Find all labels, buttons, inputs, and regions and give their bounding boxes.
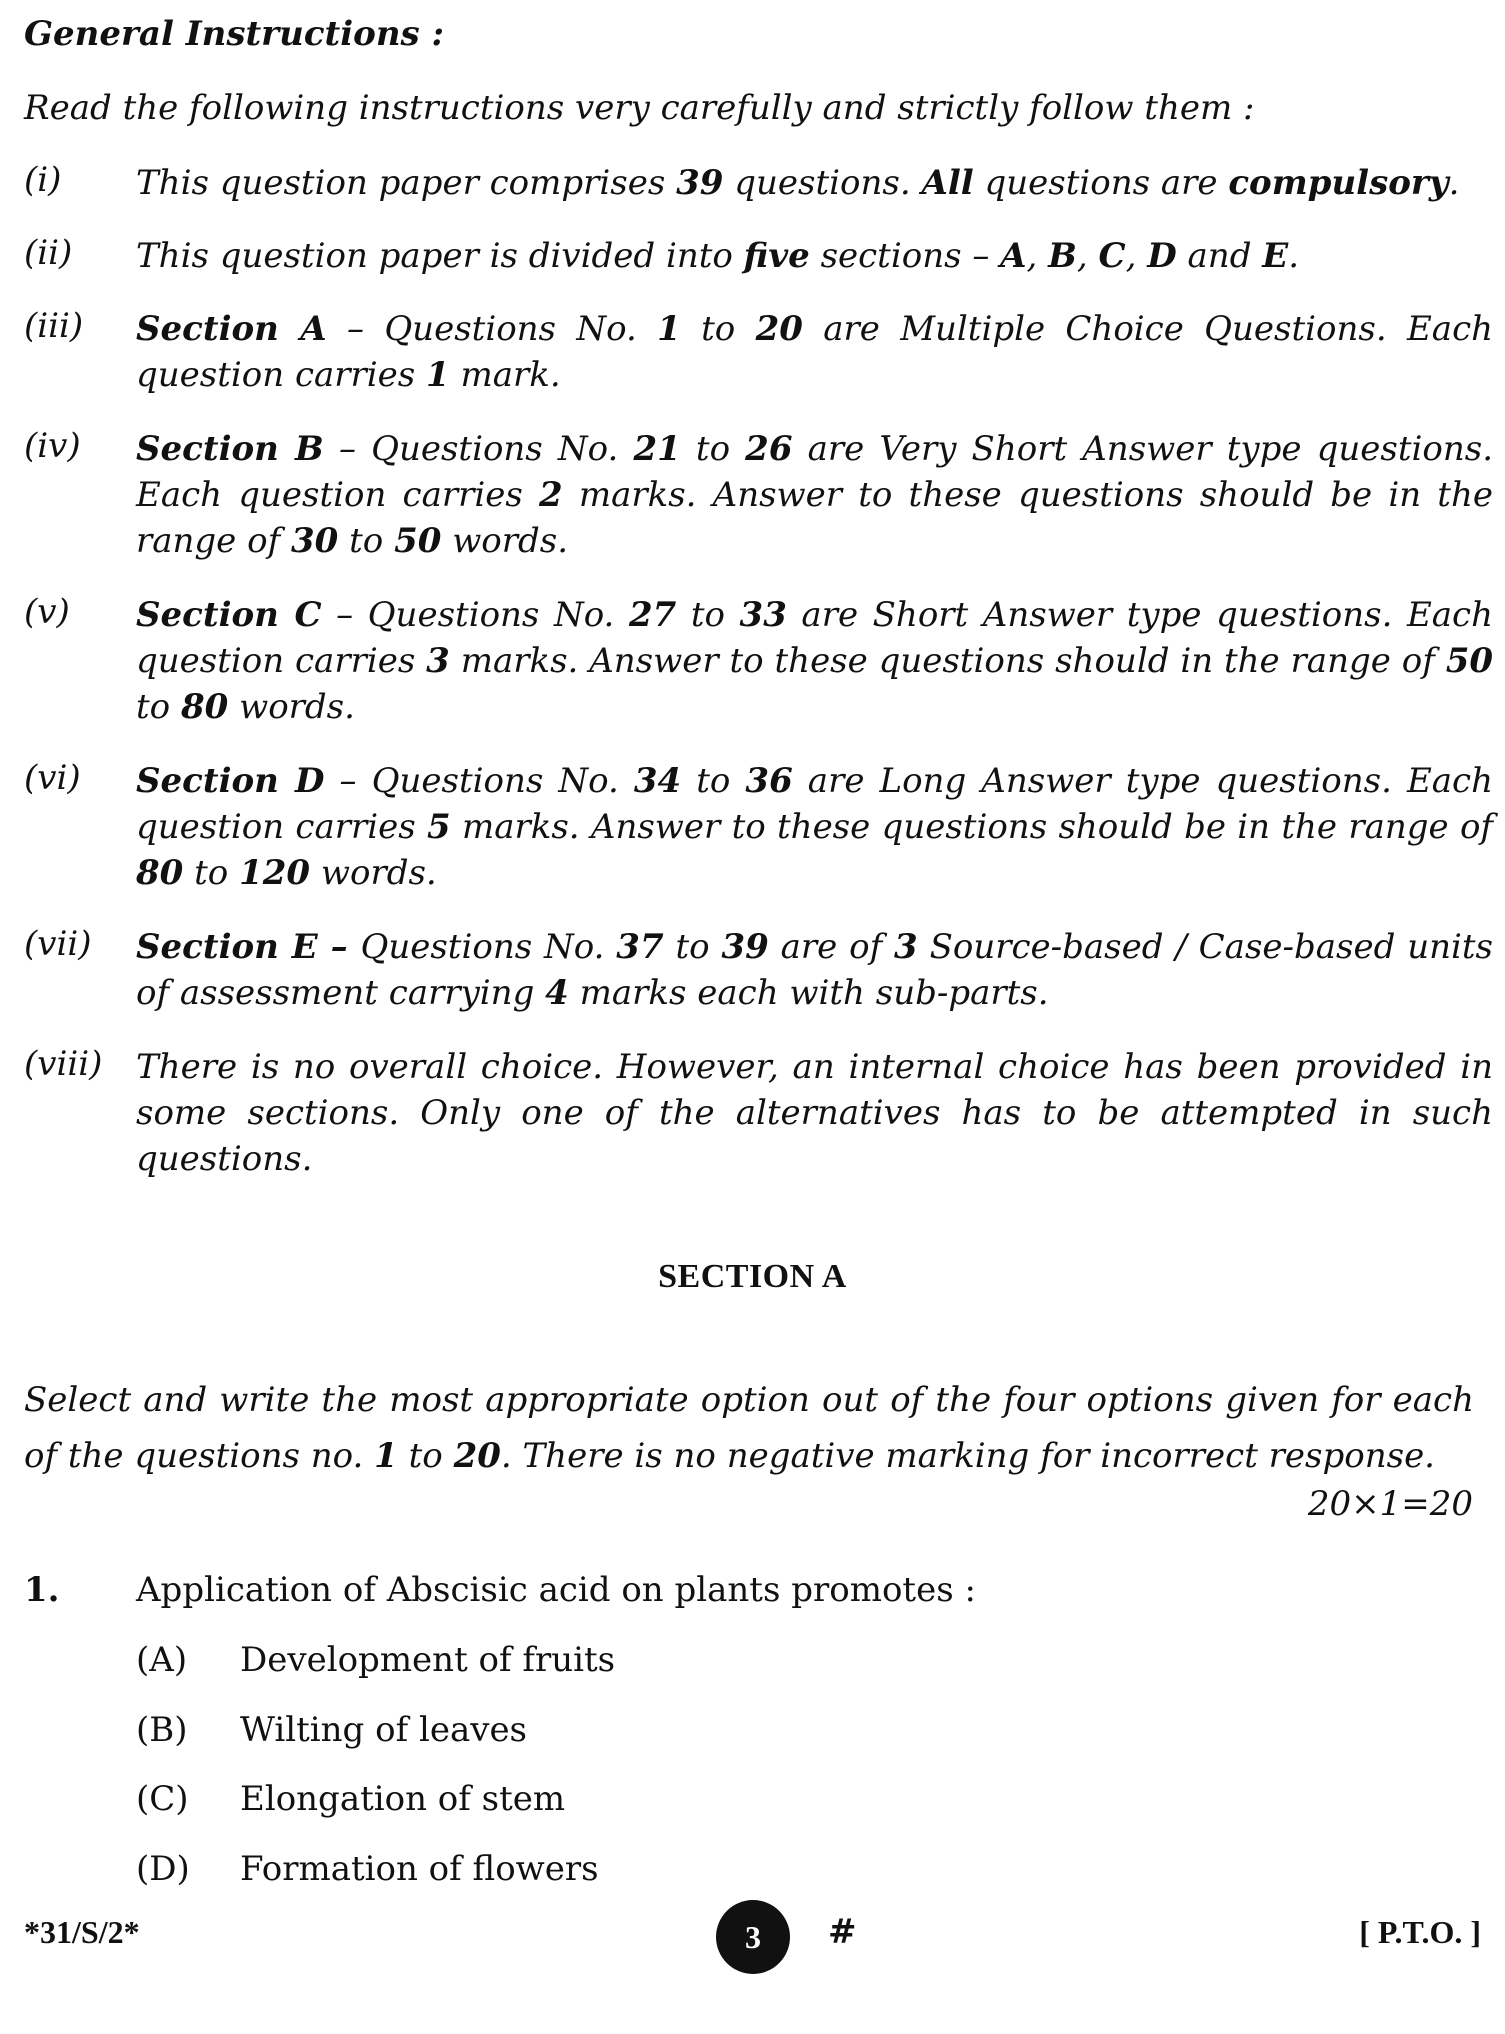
text-segment: are Very Short Answer type questions. Each question carries (136, 429, 1494, 515)
emphasis-text: All (921, 163, 974, 203)
text-segment: mark. (449, 355, 561, 395)
emphasis-text: 34 (633, 761, 682, 801)
emphasis-text: 30 (290, 521, 339, 561)
text-segment: This question paper is divided into (136, 236, 744, 276)
emphasis-text: 80 (180, 687, 229, 727)
general-instructions-heading: General Instructions : (24, 14, 445, 54)
instruction-text (136, 426, 1493, 564)
text-segment: to (676, 595, 740, 635)
section-a-instructions (24, 1372, 1474, 1484)
question-text: Application of Abscisic acid on plants promotes : (136, 1570, 976, 1610)
text-segment: to (680, 309, 756, 349)
please-turn-over: [ P.T.O. ] (1359, 1914, 1481, 1950)
emphasis-text: 36 (745, 761, 793, 801)
emphasis-text: Section C (136, 595, 322, 635)
emphasis-text: 2 (538, 475, 563, 515)
emphasis-text: D (1147, 236, 1177, 276)
text-segment: are Multiple Choice Questions. Each question carries (136, 309, 1494, 395)
text-segment: to (681, 761, 746, 801)
instruction-text (136, 592, 1493, 730)
text-segment: questions are (973, 163, 1229, 203)
instruction-number: (i) (24, 160, 62, 200)
instruction-text (136, 306, 1493, 398)
emphasis-text: Section B (136, 429, 324, 469)
section-a-heading: SECTION A (658, 1258, 847, 1295)
text-segment: – Questions No. (326, 309, 658, 349)
emphasis-text: 80 (136, 853, 184, 893)
text-segment: words. (228, 687, 355, 727)
text-segment: and (1176, 236, 1263, 276)
emphasis-text: E (1262, 236, 1289, 276)
instruction-number: (vi) (24, 758, 81, 798)
emphasis-text: 50 (1445, 641, 1494, 681)
emphasis-text: 3 (426, 641, 450, 681)
text-segment: to (663, 927, 722, 967)
text-segment: are of (768, 927, 895, 967)
emphasis-text: Section D (136, 761, 325, 801)
page-number-badge (716, 1900, 790, 1974)
text-segment: words. (441, 521, 569, 561)
emphasis-text: 26 (745, 429, 793, 469)
emphasis-text: Section E – (136, 927, 361, 967)
section-a-marks: 20×1=20 (1307, 1484, 1473, 1524)
emphasis-text: 20 (755, 309, 803, 349)
text-segment: to (136, 687, 181, 727)
emphasis-text: 39 (676, 163, 724, 203)
instruction-text (136, 1044, 1493, 1182)
emphasis-text: 1 (426, 355, 450, 395)
emphasis-text: 4 (545, 973, 569, 1013)
paper-code: *31/S/2* (24, 1914, 140, 1950)
option-label: (A) (136, 1640, 188, 1680)
hash-mark: # (828, 1912, 857, 1952)
emphasis-text: compulsory (1228, 163, 1449, 203)
instruction-number: (iv) (24, 426, 81, 466)
emphasis-text: Section A (136, 309, 327, 349)
page-number: 3 (745, 1918, 761, 1955)
text-segment: words. (310, 853, 437, 893)
text-segment: . (1288, 236, 1300, 276)
text-segment: Questions No. (360, 927, 617, 967)
instruction-text (136, 924, 1493, 1016)
option-label: (C) (136, 1779, 189, 1819)
instruction-number: (iii) (24, 306, 84, 346)
question-number: 1. (24, 1570, 60, 1610)
instruction-text (136, 233, 1493, 279)
emphasis-text: 33 (739, 595, 787, 635)
option-label: (B) (136, 1710, 188, 1750)
option-text: Wilting of leaves (240, 1710, 528, 1750)
emphasis-text: 1 (374, 1436, 398, 1476)
text-segment: , (1076, 236, 1099, 276)
general-instructions-intro: Read the following instructions very carefully and strictly follow them : (24, 88, 1255, 128)
emphasis-text: 37 (616, 927, 664, 967)
text-segment: Select and write the most appropriate option out of the four options given for each of the questions no. (24, 1380, 1474, 1476)
instruction-number: (viii) (24, 1044, 103, 1084)
text-segment: . (1448, 163, 1460, 203)
instruction-number: (v) (24, 592, 70, 632)
emphasis-text: 39 (721, 927, 769, 967)
emphasis-text: 120 (239, 853, 311, 893)
text-segment: There is no overall choice. However, an internal choice has been provided in some sections. Only one of the alternatives has to be attempted in such questions. (136, 1047, 1493, 1179)
emphasis-text: 50 (394, 521, 442, 561)
text-segment: , (1026, 236, 1049, 276)
emphasis-text: 27 (628, 595, 677, 635)
text-segment: – Questions No. (323, 429, 634, 469)
option-text: Development of fruits (240, 1640, 616, 1680)
instruction-text (136, 160, 1493, 206)
text-segment: to (397, 1436, 454, 1476)
emphasis-text: C (1098, 236, 1126, 276)
emphasis-text: five (743, 236, 810, 276)
text-segment: are Short Answer type questions. Each question carries (136, 595, 1494, 681)
instruction-text (136, 758, 1493, 896)
text-segment: – Questions No. (321, 595, 629, 635)
text-segment: marks. Answer to these questions should be in the range of (450, 807, 1493, 847)
text-segment: . There is no negative marking for incorrect response. (500, 1436, 1435, 1476)
option-text: Elongation of stem (240, 1779, 566, 1819)
emphasis-text: 5 (427, 807, 451, 847)
emphasis-text: 21 (633, 429, 681, 469)
text-segment: marks each with sub-parts. (568, 973, 1049, 1013)
text-segment: to (680, 429, 746, 469)
text-segment: – Questions No. (324, 761, 634, 801)
text-segment: Source-based / Case-based units of assessment carrying (136, 927, 1493, 1013)
emphasis-text: B (1048, 236, 1077, 276)
emphasis-text: 1 (657, 309, 681, 349)
text-segment: questions. (723, 163, 922, 203)
text-segment: to (183, 853, 240, 893)
option-text: Formation of flowers (240, 1849, 599, 1889)
text-segment: are Long Answer type questions. Each question carries (136, 761, 1493, 847)
text-segment: sections – (809, 236, 1001, 276)
emphasis-text: 20 (453, 1436, 501, 1476)
instruction-number: (ii) (24, 233, 73, 273)
text-segment: marks. Answer to these questions should be in the range of (136, 475, 1493, 561)
text-segment: , (1125, 236, 1148, 276)
emphasis-text: A (1000, 236, 1027, 276)
instruction-number: (vii) (24, 924, 92, 964)
text-segment: marks. Answer to these questions should in the range of (449, 641, 1446, 681)
text-segment: to (338, 521, 395, 561)
emphasis-text: 3 (894, 927, 918, 967)
option-label: (D) (136, 1849, 190, 1889)
text-segment: This question paper comprises (136, 163, 677, 203)
